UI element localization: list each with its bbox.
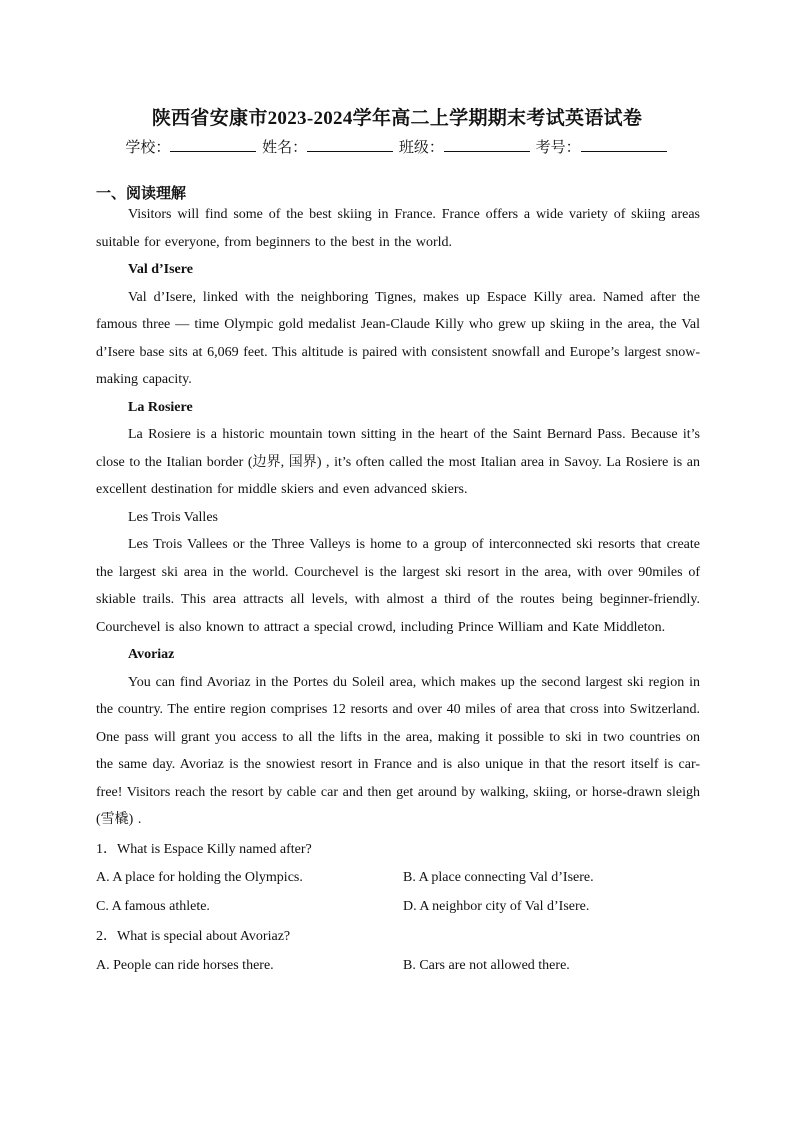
- section-heading: 一、阅读理解: [96, 186, 187, 202]
- question-stem: 2．What is special about Avoriaz?: [96, 929, 291, 944]
- option-c[interactable]: C. A famous athlete.: [96, 898, 210, 914]
- class-label: 班级：: [398, 140, 444, 156]
- reading-content: [96, 201, 700, 980]
- class-blank[interactable]: [444, 138, 530, 152]
- school-blank[interactable]: [170, 138, 256, 152]
- resort-heading: Les Trois Valles: [128, 509, 218, 525]
- name-label: 姓名：: [262, 140, 308, 156]
- name-blank[interactable]: [307, 138, 393, 152]
- option-a[interactable]: A. People can ride horses there.: [96, 957, 274, 973]
- student-info-line: [0, 136, 794, 157]
- exam-number-label: 考号：: [535, 140, 581, 156]
- option-b[interactable]: B. Cars are not allowed there.: [403, 957, 570, 973]
- school-label: 学校：: [125, 140, 171, 156]
- exam-number-blank[interactable]: [581, 138, 667, 152]
- question-stem: 1．What is Espace Killy named after?: [96, 841, 312, 857]
- passage-intro: Visitors will find some of the best skiing in France. France offers a wide variety of skiing areas suitable for everyone, from beginners to the best in the world.: [96, 207, 700, 250]
- resort-paragraph: Val d’Isere, linked with the neighboring Tignes, makes up Espace Killy area. Named after the famous three — time Olympic gold medalist Jean-Claude Killy who grew up skiing in the area, the Val d’Isere base sits at 6,069 feet. This altitude is paired with consistent snowfall and Europe’s largest snow-making capacity.: [96, 289, 700, 387]
- resort-heading: Val d’Isere: [128, 262, 193, 277]
- option-b[interactable]: B. A place connecting Val d’Isere.: [403, 870, 594, 885]
- page-title: 陕西省安康市2023-2024学年高二上学期期末考试英语试卷: [151, 108, 643, 129]
- resort-paragraph: Les Trois Vallees or the Three Valleys is home to a group of interconnected ski resorts that create the largest ski area in the world. Courchevel is the largest ski resort in the area, with over 90miles of skiable trails. This area attracts all levels, with almost a third of the routes being beginner-friendly. Courchevel is also known to attract a special crowd, including Prince William and Kate Middleton.: [96, 537, 700, 635]
- resort-paragraph: You can find Avoriaz in the Portes du Soleil area, which makes up the second largest ski region in the country. The entire region comprises 12 resorts and over 40 miles of area that cross into Switzerland. One pass will grant you access to all the lifts in the area, making it possible to ski in two countries on the same day. Avoriaz is the snowiest resort in France and is also unique in that the resort itself is car-free! Visitors reach the resort by cable car and then get around by walking, skiing, or horse-drawn sleigh (雪橇) .: [96, 674, 700, 827]
- resort-paragraph: La Rosiere is a historic mountain town sitting in the heart of the Saint Bernard Pass. Because it’s close to the Italian border (边界, 国界) , it’s often called the most Italian area in Savoy. La Rosiere is an excellent destination for middle skiers and even advanced skiers.: [96, 427, 700, 497]
- option-a[interactable]: A. A place for holding the Olympics.: [96, 870, 303, 885]
- option-d[interactable]: D. A neighbor city of Val d’Isere.: [403, 898, 590, 914]
- question-options: [96, 952, 700, 981]
- question-options: [96, 864, 700, 921]
- resort-heading: La Rosiere: [128, 399, 193, 415]
- resort-heading: Avoriaz: [128, 647, 175, 662]
